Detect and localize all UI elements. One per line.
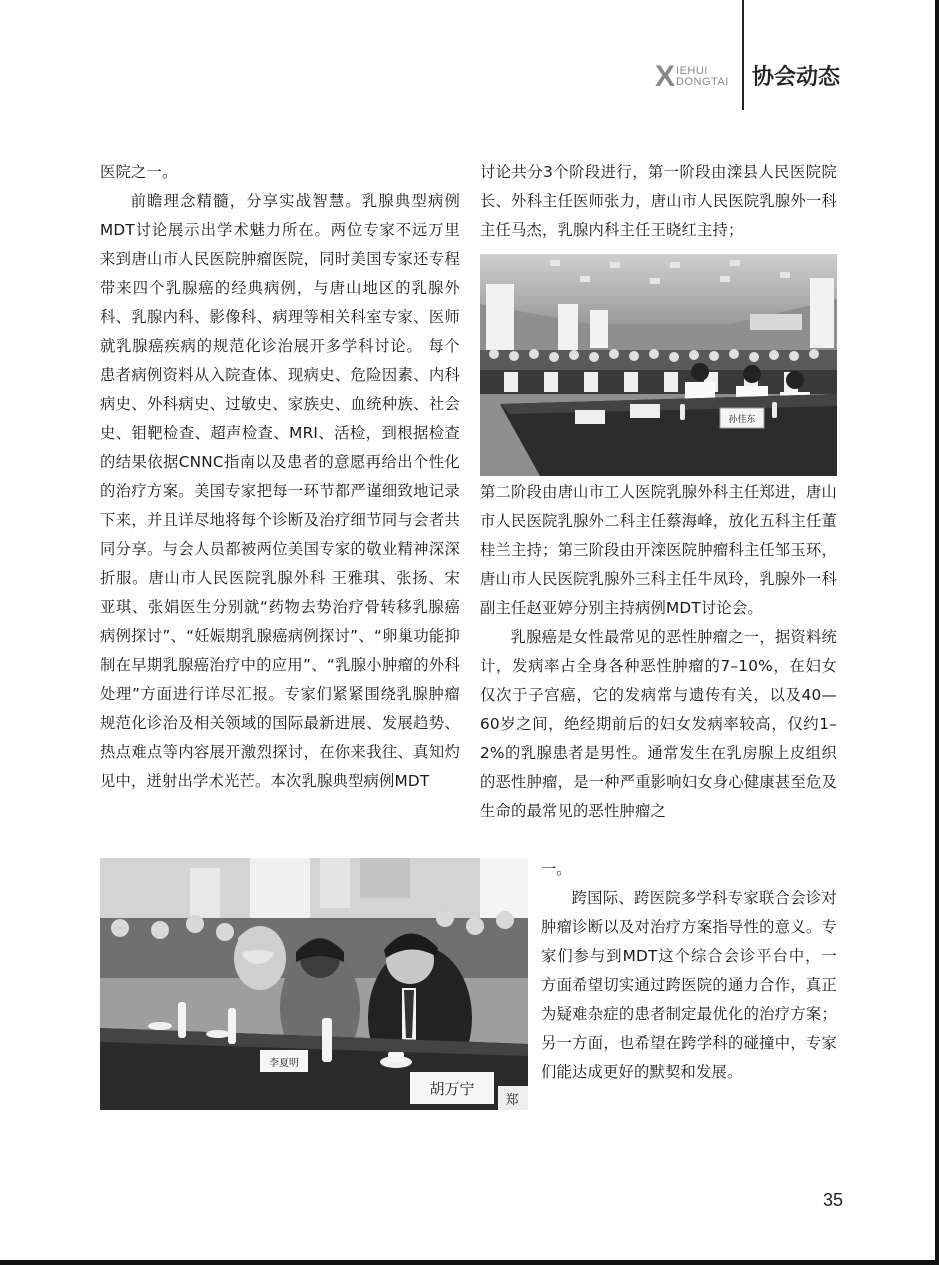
- conference-hall-photo: [480, 254, 837, 476]
- paragraph: 讨论共分3个阶段进行，第一阶段由滦县人民医院院长、外科主任医师张力，唐山市人民医院乳腺外一科主任马杰，乳腺内科主任王晓红主持；: [480, 163, 837, 239]
- name-placard: 孙佳东: [728, 415, 756, 425]
- section-header: [655, 60, 729, 94]
- paragraph: 跨国际、跨医院多学科专家联合会诊对肿瘤诊断以及对治疗方案指导性的意义。专家们参与到MDT这个综合会诊平台中，一方面希望切实通过跨医院的通力合作，真正为疑难杂症的患者制定最优化的治疗方案；另一方面，也希望在跨学科的碰撞中，专家们能达成更好的默契和发展。: [541, 889, 837, 1081]
- article-column-right-middle: [480, 478, 837, 826]
- article-column-right-top: [480, 158, 837, 245]
- expert-panel-photo: [100, 858, 528, 1110]
- page-edge-bottom: [0, 1260, 939, 1265]
- article-column-right-bottom: [541, 884, 837, 1087]
- paragraph: 第二阶段由唐山市工人医院乳腺外科主任郑进，唐山市人民医院乳腺外二科主任蔡海峰，放化五科主任董桂兰主持；第三阶段由开滦医院肿瘤科主任邹玉环，唐山市人民医院乳腺外三科主任牛凤玲，乳腺外一科副主任赵亚婷分别主持病例MDT讨论会。: [480, 483, 837, 617]
- page-edge-right: [935, 0, 939, 1265]
- name-placard: 李夏明: [269, 1058, 299, 1069]
- name-placard: 胡万宁: [429, 1080, 475, 1098]
- name-placard: 郑: [505, 1093, 519, 1108]
- paragraph: 前瞻理念精髓，分享实战智慧。乳腺典型病例MDT讨论展示出学术魅力所在。两位专家不远万里来到唐山市人民医院肿瘤医院，同时美国专家还专程带来四个乳腺癌的经典病例，与唐山地区的乳腺外科、乳腺内科、影像科、病理等相关科室专家、医师就乳腺癌疾病的规范化诊治展开多学科讨论。 每个患者病例资料从入院查体、现病史、危险因素、内科病史、外科病史、过敏史、家族史、血统种族、社会史、钼靶检查、超声检查、MRI、活检，到根据检查的结果依据CNNC指南以及患者的意愿再给出个性化的治疗方案。美国专家把每一环节都严谨细致地记录下来，并且详尽地将每个诊断及治疗细节同与会者共同分享。与会人员都被两位美国专家的敬业精神深深折服。唐山市人民医院乳腺外科 王雅琪、张扬、宋亚琪、张娟医生分别就“药物去势治疗骨转移乳腺癌病例探讨”、“妊娠期乳腺癌病例探讨”、“卵巢功能抑制在早期乳腺癌治疗中的应用”、“乳腺小肿瘤的外科处理”方面进行详尽汇报。专家们紧紧围绕乳腺肿瘤规范化诊治及相关领域的国际最新进展、发展趋势、热点难点等内容展开激烈探讨，在你来我往、真知灼见中，迸射出学术光芒。本次乳腺典型病例MDT: [100, 192, 460, 790]
- logo-initial: X: [655, 60, 676, 93]
- header-divider: [742, 0, 744, 110]
- paragraph-tail: 一。: [541, 860, 572, 878]
- paragraph: 医院之一。: [100, 163, 178, 181]
- section-title: 协会动态: [752, 65, 841, 90]
- page-number: 35: [822, 1190, 843, 1210]
- logo-line-1: IEHUI: [676, 65, 708, 77]
- xiehui-logo: [655, 62, 729, 92]
- paragraph: 乳腺癌是女性最常见的恶性肿瘤之一，据资料统计，发病率占全身各种恶性肿瘤的7–10%，在妇女仅次于子宫癌，它的发病常与遗传有关，以及40—60岁之间，绝经期前后的妇女发病率较高，仅约1–2%的乳腺患者是男性。通常发生在乳房腺上皮组织的恶性肿瘤，是一种严重影响妇女身心健康甚至危及生命的最常见的恶性肿瘤之: [480, 628, 837, 820]
- logo-line-2: DONGTAI: [676, 76, 729, 88]
- article-column-left: [100, 158, 460, 796]
